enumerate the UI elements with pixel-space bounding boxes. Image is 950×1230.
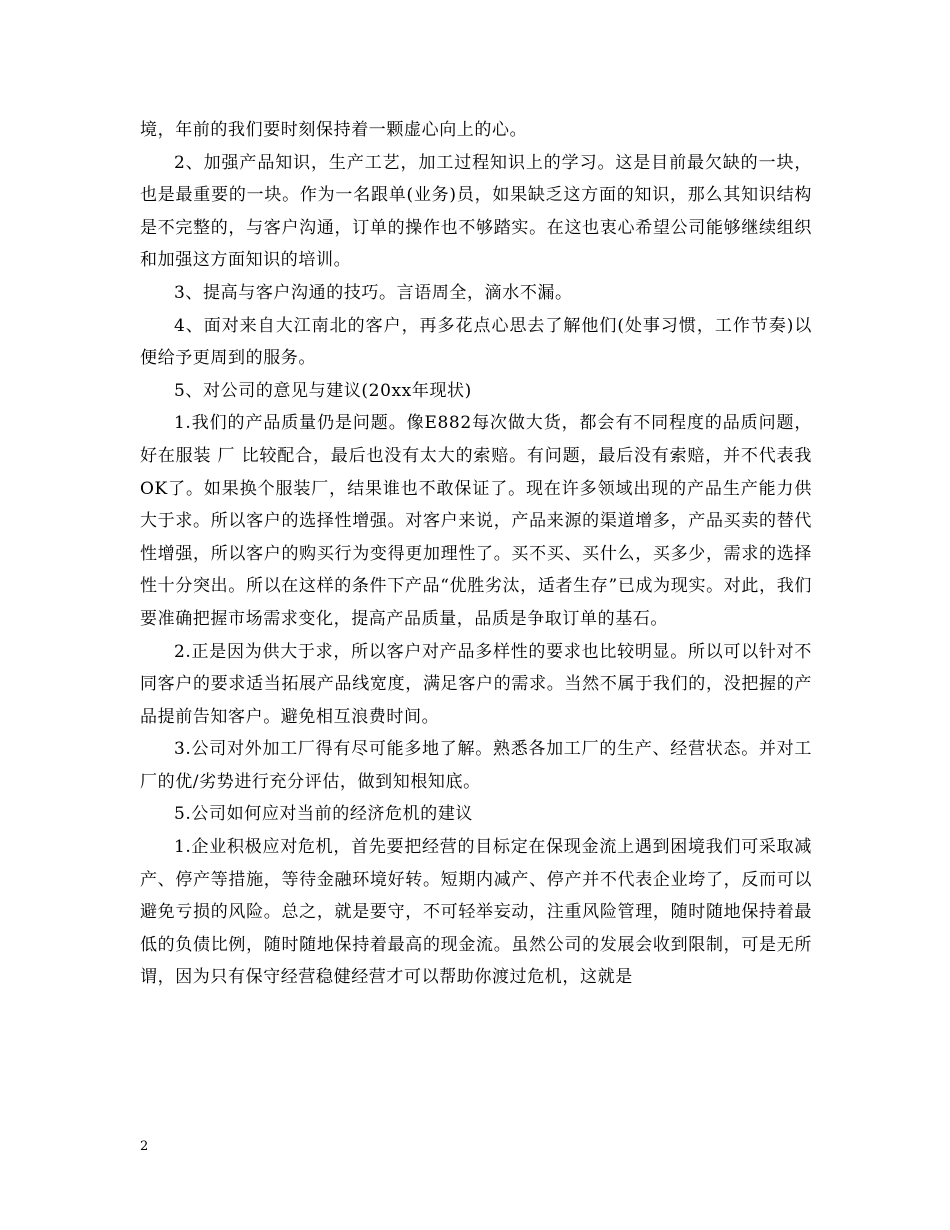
paragraph-9: 5.公司如何应对当前的经济危机的建议 [174, 804, 474, 825]
page-number: 2 [140, 1139, 149, 1154]
paragraph-5: 5、对公司的意见与建议(20xx年现状) [174, 380, 472, 401]
paragraph-8: 3.公司对外加工厂得有尽可能多地了解。熟悉各加工厂的生产、经营状态。并对工厂的优/劣势进行充分评估，做到知根知底。 [140, 739, 812, 792]
document-body [140, 114, 812, 994]
paragraph-1: 境，年前的我们要时刻保持着一颗虚心向上的心。 [140, 120, 528, 140]
paragraph-7: 2.正是因为供大于求，所以客户对产品多样性的要求也比较明显。所以可以针对不同客户的要求适当拓展产品线宽度，满足客户的需求。当然不属于我们的，没把握的产品提前告知客户。避免相互浪费时间。 [140, 641, 812, 727]
paragraph-3: 3、提高与客户沟通的技巧。言语周全，滴水不漏。 [174, 282, 573, 303]
paragraph-4: 4、面对来自大江南北的客户，再多花点心思去了解他们(处事习惯，工作节奏)以便给予更周到的服务。 [140, 315, 812, 369]
paragraph-6: 1.我们的产品质量仍是问题。像E882每次做大货，都会有不同程度的品质问题，好在服装 厂 比较配合，最后也没有太大的索赔。有问题，最后没有索赔，并不代表我OK了。如果换个服装厂，结果谁也不敢保证了。现在许多领域出现的产品生产能力供大于求。所以客户的选择性增强。对客户来说，产品来源的渠道增多，产品买卖的替代性增强，所以客户的购买行为变得更加理性了。买不买、买什么，买多少，需求的选择性十分突出。所以在这样的条件下产品“优胜劣汰，适者生存”已成为现实。对此，我们要准确把握市场需求变化，提高产品质量，品质是争取订单的基石。 [140, 413, 812, 629]
paragraph-10: 1.企业积极应对危机，首先要把经营的目标定在保现金流上遇到困境我们可采取减产、停产等措施，等待金融环境好转。短期内减产、停产并不代表企业垮了，反而可以避免亏损的风险。总之，就是要守，不可轻举妄动，注重风险管理，随时随地保持着最低的负债比例，随时随地保持着最高的现金流。虽然公司的发展会收到限制，可是无所谓，因为只有保守经营稳健经营才可以帮助你渡过危机，这就是 [140, 837, 812, 988]
paragraph-2: 2、加强产品知识，生产工艺，加工过程知识上的学习。这是目前最欠缺的一块，也是最重要的一块。作为一名跟单(业务)员，如果缺乏这方面的知识，那么其知识结构是不完整的，与客户沟通，订单的操作也不够踏实。在这也衷心希望公司能够继续组织和加强这方面知识的培训。 [140, 152, 812, 271]
